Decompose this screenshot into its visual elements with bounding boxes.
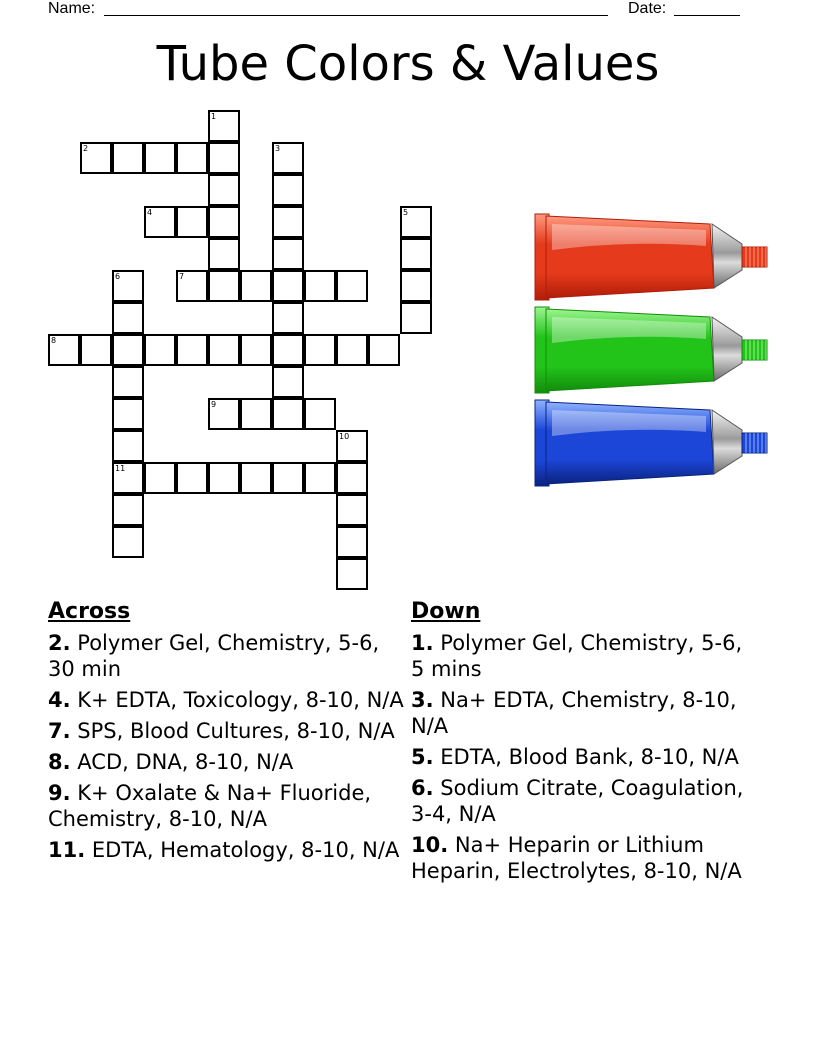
red-tube	[535, 214, 767, 300]
clue-number: 5.	[411, 745, 434, 769]
clue-text: Na+ EDTA, Chemistry, 8-10, N/A	[411, 688, 737, 738]
grid-cell[interactable]	[208, 206, 240, 238]
across-clue	[48, 687, 408, 713]
grid-cell[interactable]	[144, 462, 176, 494]
blue-tube	[535, 400, 767, 486]
clue-text: EDTA, Blood Bank, 8-10, N/A	[440, 745, 739, 769]
clue-number: 7.	[48, 719, 71, 743]
grid-cell[interactable]	[272, 398, 304, 430]
grid-cell[interactable]	[48, 334, 80, 366]
clue-text: SPS, Blood Cultures, 8-10, N/A	[77, 719, 395, 743]
clue-number: 10.	[411, 833, 449, 857]
grid-cell[interactable]	[208, 462, 240, 494]
grid-cell[interactable]	[112, 462, 144, 494]
clue-text: ACD, DNA, 8-10, N/A	[77, 750, 294, 774]
cell-number: 3	[275, 144, 281, 153]
grid-cell[interactable]	[272, 270, 304, 302]
cell-number: 8	[51, 336, 57, 345]
grid-cell[interactable]	[272, 462, 304, 494]
grid-cell[interactable]	[208, 142, 240, 174]
clue-text: Polymer Gel, Chemistry, 5-6, 5 mins	[411, 631, 743, 681]
down-clue	[411, 744, 756, 770]
cell-number: 11	[115, 464, 126, 473]
grid-cell[interactable]	[208, 174, 240, 206]
clue-number: 1.	[411, 631, 434, 655]
grid-cell[interactable]	[304, 334, 336, 366]
grid-cell[interactable]	[112, 334, 144, 366]
grid-cell[interactable]	[112, 430, 144, 462]
grid-cell[interactable]	[304, 462, 336, 494]
clue-number: 4.	[48, 688, 71, 712]
clue-number: 3.	[411, 688, 434, 712]
name-label: Name:	[48, 0, 96, 17]
clue-number: 9.	[48, 781, 71, 805]
grid-cell[interactable]	[80, 334, 112, 366]
down-heading: Down	[411, 599, 481, 624]
green-tube	[535, 307, 767, 393]
clue-text: Na+ Heparin or Lithium Heparin, Electrolytes, 8-10, N/A	[411, 833, 742, 883]
across-heading: Across	[48, 599, 131, 624]
grid-cell[interactable]	[240, 270, 272, 302]
grid-cell[interactable]	[208, 238, 240, 270]
down-clue	[411, 687, 756, 739]
across-clue	[48, 718, 408, 744]
clue-text: K+ EDTA, Toxicology, 8-10, N/A	[77, 688, 404, 712]
grid-cell[interactable]	[336, 526, 368, 558]
clue-text: K+ Oxalate & Na+ Fluoride, Chemistry, 8-10, N/A	[48, 781, 372, 831]
grid-cell[interactable]	[336, 462, 368, 494]
down-clue	[411, 630, 756, 682]
grid-cell[interactable]	[112, 398, 144, 430]
clue-number: 6.	[411, 776, 434, 800]
page-title: Tube Colors & Values	[156, 36, 660, 92]
grid-cell[interactable]	[336, 558, 368, 590]
grid-cell[interactable]	[208, 334, 240, 366]
across-clue	[48, 630, 408, 682]
grid-cell[interactable]	[400, 206, 432, 238]
grid-cell[interactable]	[400, 270, 432, 302]
clue-text: EDTA, Hematology, 8-10, N/A	[91, 838, 400, 862]
grid-cell[interactable]	[336, 270, 368, 302]
across-clue	[48, 749, 408, 775]
grid-cell[interactable]	[336, 334, 368, 366]
date-label: Date:	[628, 0, 667, 17]
grid-cell[interactable]	[400, 238, 432, 270]
grid-cell[interactable]	[240, 398, 272, 430]
paint-tubes-illustration	[530, 210, 770, 490]
grid-cell[interactable]	[176, 270, 208, 302]
cell-number: 4	[147, 208, 153, 217]
down-clues	[411, 598, 756, 889]
grid-cell[interactable]	[144, 334, 176, 366]
grid-cell[interactable]	[272, 302, 304, 334]
grid-cell[interactable]	[272, 142, 304, 174]
grid-cell[interactable]	[336, 430, 368, 462]
cell-number: 6	[115, 272, 121, 281]
clue-text: Sodium Citrate, Coagulation, 3-4, N/A	[411, 776, 744, 826]
grid-cell[interactable]	[176, 206, 208, 238]
grid-cell[interactable]	[112, 494, 144, 526]
grid-cell[interactable]	[144, 206, 176, 238]
grid-cell[interactable]	[272, 174, 304, 206]
grid-cell[interactable]	[80, 142, 112, 174]
grid-cell[interactable]	[208, 270, 240, 302]
grid-cell[interactable]	[112, 270, 144, 302]
clue-text: Polymer Gel, Chemistry, 5-6, 30 min	[48, 631, 380, 681]
grid-cell[interactable]	[176, 334, 208, 366]
cell-number: 1	[211, 112, 217, 121]
across-clue	[48, 780, 408, 832]
grid-cell[interactable]	[240, 334, 272, 366]
grid-cell[interactable]	[176, 462, 208, 494]
grid-cell[interactable]	[272, 366, 304, 398]
grid-cell[interactable]	[112, 302, 144, 334]
cell-number: 10	[339, 432, 350, 441]
grid-cell[interactable]	[304, 270, 336, 302]
down-clue	[411, 775, 756, 827]
grid-cell[interactable]	[368, 334, 400, 366]
grid-cell[interactable]	[272, 238, 304, 270]
down-clue	[411, 832, 756, 884]
grid-cell[interactable]	[272, 206, 304, 238]
grid-cell[interactable]	[112, 366, 144, 398]
grid-cell[interactable]	[336, 494, 368, 526]
grid-cell[interactable]	[112, 142, 144, 174]
cell-number: 2	[83, 144, 89, 153]
clue-number: 2.	[48, 631, 71, 655]
clue-number: 11.	[48, 838, 86, 862]
grid-cell[interactable]	[272, 334, 304, 366]
grid-cell[interactable]	[208, 110, 240, 142]
grid-cell[interactable]	[112, 526, 144, 558]
cell-number: 7	[179, 272, 185, 281]
across-clue	[48, 837, 408, 863]
grid-cell[interactable]	[208, 398, 240, 430]
clue-number: 8.	[48, 750, 71, 774]
cell-number: 9	[211, 400, 217, 409]
grid-cell[interactable]	[240, 462, 272, 494]
across-clues	[48, 598, 408, 868]
grid-cell[interactable]	[176, 142, 208, 174]
grid-cell[interactable]	[144, 142, 176, 174]
grid-cell[interactable]	[400, 302, 432, 334]
grid-cell[interactable]	[304, 398, 336, 430]
cell-number: 5	[403, 208, 409, 217]
